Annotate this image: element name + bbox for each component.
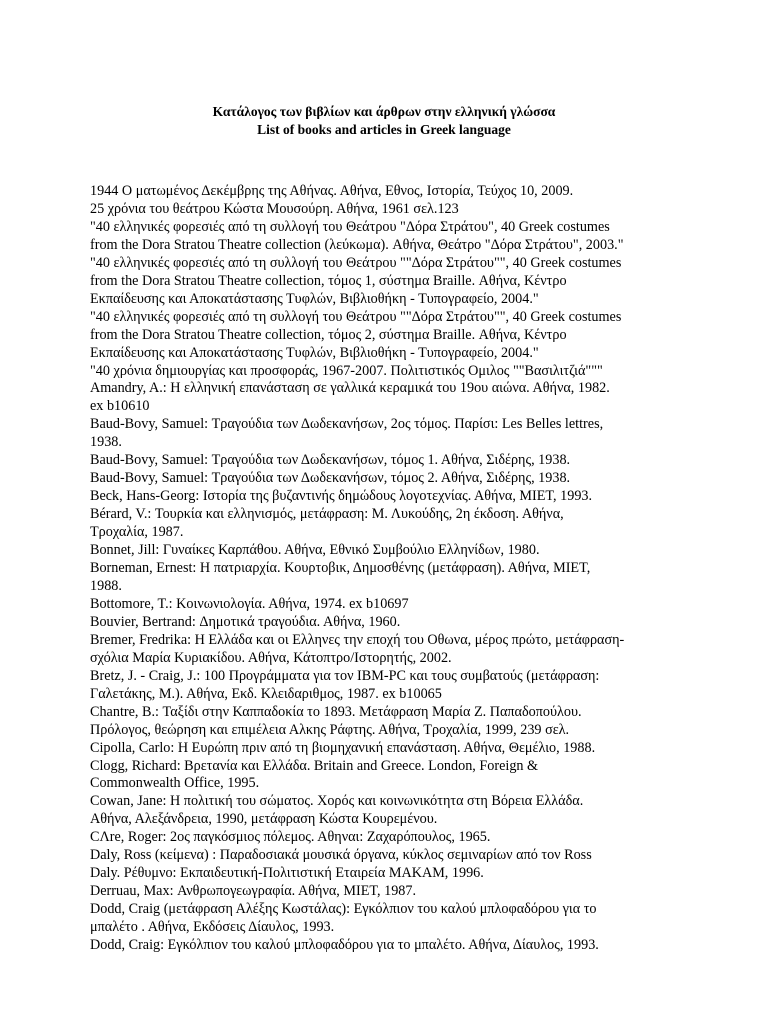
bibliography-line: from the Dora Stratou Theatre collection, τόμος 1, σύστημα Braille. Αθήνα, Κέντρο [90,272,567,289]
bibliography-line: "40 ελληνικές φορεσιές από τη συλλογή του Θεάτρου ""Δόρα Στράτου"", 40 Greek costumes [90,254,622,271]
bibliography-line: Daly. Ρέθυμνο: Εκπαιδευτική-Πολιτιστική Εταιρεία ΜΑΚΑΜ, 1996. [90,865,484,882]
bibliography-line: Dodd, Craig (μετάφραση Αλέξης Κωστάλας): Εγκόλπιον του καλού μπλοφαδόρου για το [90,901,597,918]
bibliography-line: Αθήνα, Αλεξάνδρεια, 1990, μετάφραση Κώστα Κουρεμένου. [90,811,438,828]
bibliography-line: Baud-Bovy, Samuel: Τραγούδια των Δωδεκανήσων, 2ος τόμος. Παρίσι: Les Belles lettres, [90,416,604,433]
bibliography-line: Πρόλογος, θεώρηση και επιμέλεια Αλκης Ράφτης. Αθήνα, Τροχαλία, 1999, 239 σελ. [90,721,570,738]
bibliography-line: Baud-Bovy, Samuel: Τραγούδια των Δωδεκανήσων, τόμος 2. Αθήνα, Σιδέρης, 1938. [90,470,571,487]
bibliography-line: ex b10610 [90,398,150,415]
bibliography-list [90,183,690,955]
bibliography-line: "40 χρόνια δημιουργίας και προσφοράς, 1967-2007. Πολιτιστικός Ομιλος ""Βασιλιτζιά""" [90,362,603,379]
bibliography-line: Amandry, A.: Η ελληνική επανάσταση σε γαλλικά κεραμικά του 19ου αιώνα. Αθήνα, 1982. [90,380,610,397]
bibliography-line: Chantre, B.: Ταξίδι στην Καππαδοκία το 1893. Μετάφραση Μαρία Ζ. Παπαδοπούλου. [90,703,582,720]
bibliography-line: Commonwealth Office, 1995. [90,775,260,792]
title-greek: Κατάλογος των βιβλίων και άρθρων στην ελληνική γλώσσα [212,104,556,119]
bibliography-line: Derruau, Max: Ανθρωπογεωγραφία. Αθήνα, ΜΙΕΤ, 1987. [90,883,417,900]
bibliography-line: Clogg, Richard: Βρετανία και Ελλάδα. Britain and Greece. London, Foreign & [90,757,539,774]
bibliography-line: σχόλια Μαρία Κυριακίδου. Αθήνα, Κάτοπτρο/Ιστορητής, 2002. [90,649,452,666]
bibliography-line: from the Dora Stratou Theatre collection (λεύκωμα). Αθήνα, Θεάτρο "Δόρα Στράτου", 2003." [90,236,624,253]
bibliography-line: from the Dora Stratou Theatre collection, τόμος 2, σύστημα Braille. Αθήνα, Κέντρο [90,326,567,343]
bibliography-line: Bouvier, Bertrand: Δημοτικά τραγούδια. Αθήνα, 1960. [90,613,401,630]
bibliography-line: "40 ελληνικές φορεσιές από τη συλλογή του Θεάτρου ""Δόρα Στράτου"", 40 Greek costumes [90,308,622,325]
bibliography-line: Cipolla, Carlo: Η Ευρώπη πριν από τη βιομηχανική επανάσταση. Αθήνα, Θεμέλιο, 1988. [90,739,596,756]
bibliography-line: 1944 Ο ματωμένος Δεκέμβρης της Αθήνας. Αθήνα, Εθνος, Ιστορία, Τεύχος 10, 2009. [90,183,574,199]
bibliography-line: Bottomore, T.: Κοινωνιολογία. Αθήνα, 1974. ex b10697 [90,595,409,612]
bibliography-line: Cowan, Jane: Η πολιτική του σώματος. Χορός και κοινωνικότητα στη Βόρεια Ελλάδα. [90,793,584,810]
bibliography-line: Bretz, J. - Craig, J.: 100 Προγράμματα για τον IBM-PC και τους συμβατούς (μετάφραση: [90,667,600,684]
bibliography-line: Γαλετάκης, Μ.). Αθήνα, Εκδ. Κλειδαριθμος, 1987. ex b10065 [90,685,442,702]
bibliography-line: "40 ελληνικές φορεσιές από τη συλλογή του Θεάτρου "Δόρα Στράτου", 40 Greek costumes [90,218,610,235]
bibliography-line: μπαλέτο . Αθήνα, Εκδόσεις Δίαυλος, 1993. [90,919,335,936]
bibliography-line: CΛre, Roger: 2ος παγκόσμιος πόλεμος. Αθηναι: Ζαχαρόπουλος, 1965. [90,829,491,846]
bibliography-line: Dodd, Craig: Εγκόλπιον του καλού μπλοφαδόρου για το μπαλέτο. Αθήνα, Δίαυλος, 1993. [90,937,599,954]
bibliography-line: Daly, Ross (κείμενα) : Παραδοσιακά μουσικά όργανα, κύκλος σεμιναρίων από τον Ross [90,847,592,864]
bibliography-line: Borneman, Ernest: Η πατριαρχία. Κουρτοβικ, Δημοσθένης (μετάφραση). Αθήνα, ΜΙΕΤ, [90,560,591,577]
bibliography-line: Εκπαίδευσης και Αποκατάστασης Τυφλών, Βιβλιοθήκη - Τυπογραφείο, 2004." [90,344,539,361]
bibliography-line: Εκπαίδευσης και Αποκατάστασης Τυφλών, Βιβλιοθήκη - Τυπογραφείο, 2004." [90,290,539,307]
bibliography-line: 1938. [90,434,122,451]
bibliography-line: Bremer, Fredrika: Η Ελλάδα και οι Ελληνες την εποχή του Οθωνα, μέρος πρώτο, μετάφραση- [90,631,625,648]
bibliography-line: Bérard, V.: Τουρκία και ελληνισμός, μετάφραση: Μ. Λυκούδης, 2η έκδοση. Αθήνα, [90,506,564,523]
bibliography-line: 25 χρόνια του θεάτρου Κώστα Μουσούρη. Αθήνα, 1961 σελ.123 [90,200,459,217]
bibliography-line: Beck, Hans-Georg: Ιστορία της βυζαντινής δημώδους λογοτεχνίας. Αθήνα, ΜΙΕΤ, 1993. [90,488,593,505]
bibliography-line: Baud-Bovy, Samuel: Τραγούδια των Δωδεκανήσων, τόμος 1. Αθήνα, Σιδέρης, 1938. [90,452,571,469]
bibliography-line: Bonnet, Jill: Γυναίκες Καρπάθου. Αθήνα, Εθνικό Συμβούλιο Ελληνίδων, 1980. [90,542,540,559]
title-english: List of books and articles in Greek language [257,122,511,137]
bibliography-line: Τροχαλία, 1987. [90,524,184,541]
bibliography-line: 1988. [90,577,122,594]
